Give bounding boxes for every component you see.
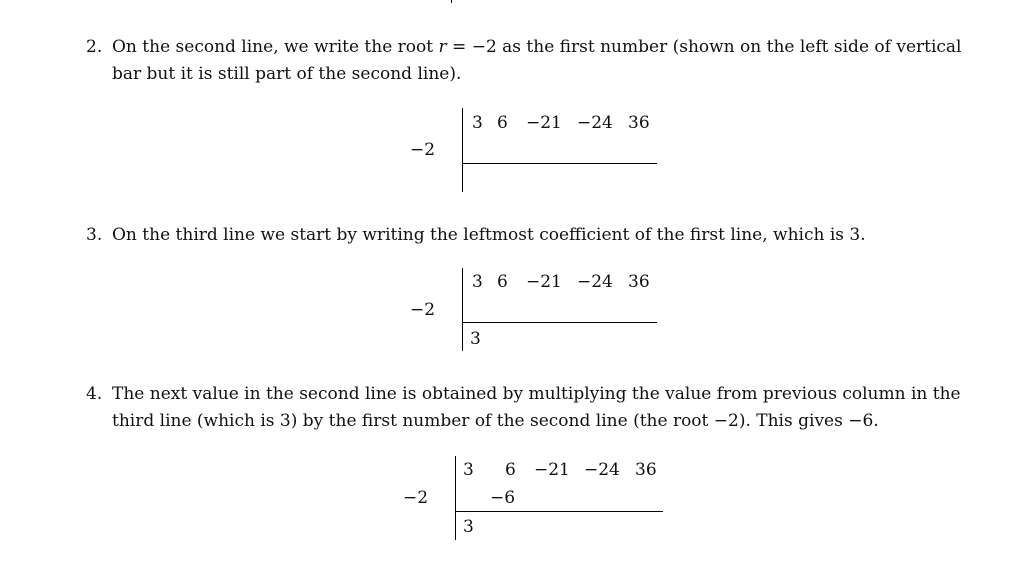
vertical-divider <box>462 108 463 192</box>
result-value: 3 <box>463 517 474 537</box>
step-2-number: 2. <box>86 37 103 57</box>
step-3 <box>86 222 966 249</box>
coefficient: 3 <box>472 272 483 292</box>
root-value: −2 <box>410 140 436 160</box>
coefficient: 36 <box>628 113 650 133</box>
coefficient: 36 <box>635 460 657 480</box>
step-2-line-1-start: On the second line, we write the root <box>112 37 439 57</box>
product-value: −6 <box>490 488 516 508</box>
coefficient: 36 <box>628 272 650 292</box>
horizontal-divider <box>462 163 657 164</box>
step-2-line-1-end: = −2 as the first number (shown on the left side of vertical <box>446 37 962 57</box>
coefficient: −21 <box>526 272 562 292</box>
step-3-text <box>112 222 966 249</box>
result-value: 3 <box>470 329 481 349</box>
coefficient: −21 <box>526 113 562 133</box>
step-4-line-2: third line (which is 3) by the first number of the second line (the root −2). This gives −6. <box>112 411 879 431</box>
top-edge-mark <box>451 0 452 3</box>
coefficient: 3 <box>472 113 483 133</box>
coefficient: 6 <box>505 460 516 480</box>
coefficient: 6 <box>497 113 508 133</box>
step-2-line-2: bar but it is still part of the second line). <box>112 64 462 84</box>
horizontal-divider <box>462 322 657 323</box>
coefficient: 3 <box>463 460 474 480</box>
vertical-divider <box>455 456 456 540</box>
coefficient: −24 <box>577 113 613 133</box>
root-value: −2 <box>403 488 429 508</box>
step-4-line-1: The next value in the second line is obtained by multiplying the value from previous column in the <box>112 384 961 404</box>
vertical-divider <box>462 268 463 351</box>
horizontal-divider <box>455 511 663 512</box>
coefficient: −24 <box>584 460 620 480</box>
step-2-line-1 <box>112 34 966 61</box>
step-4-text <box>112 381 966 435</box>
root-value: −2 <box>410 300 436 320</box>
step-3-number: 3. <box>86 225 103 245</box>
step-4 <box>86 381 966 435</box>
step-2-text <box>112 34 966 88</box>
step-2 <box>86 34 966 88</box>
step-3-line-1: On the third line we start by writing the leftmost coefficient of the first line, which is 3. <box>112 225 866 245</box>
coefficient: −21 <box>534 460 570 480</box>
variable-r: r <box>438 37 447 57</box>
coefficient: −24 <box>577 272 613 292</box>
step-4-number: 4. <box>86 384 103 404</box>
coefficient: 6 <box>497 272 508 292</box>
